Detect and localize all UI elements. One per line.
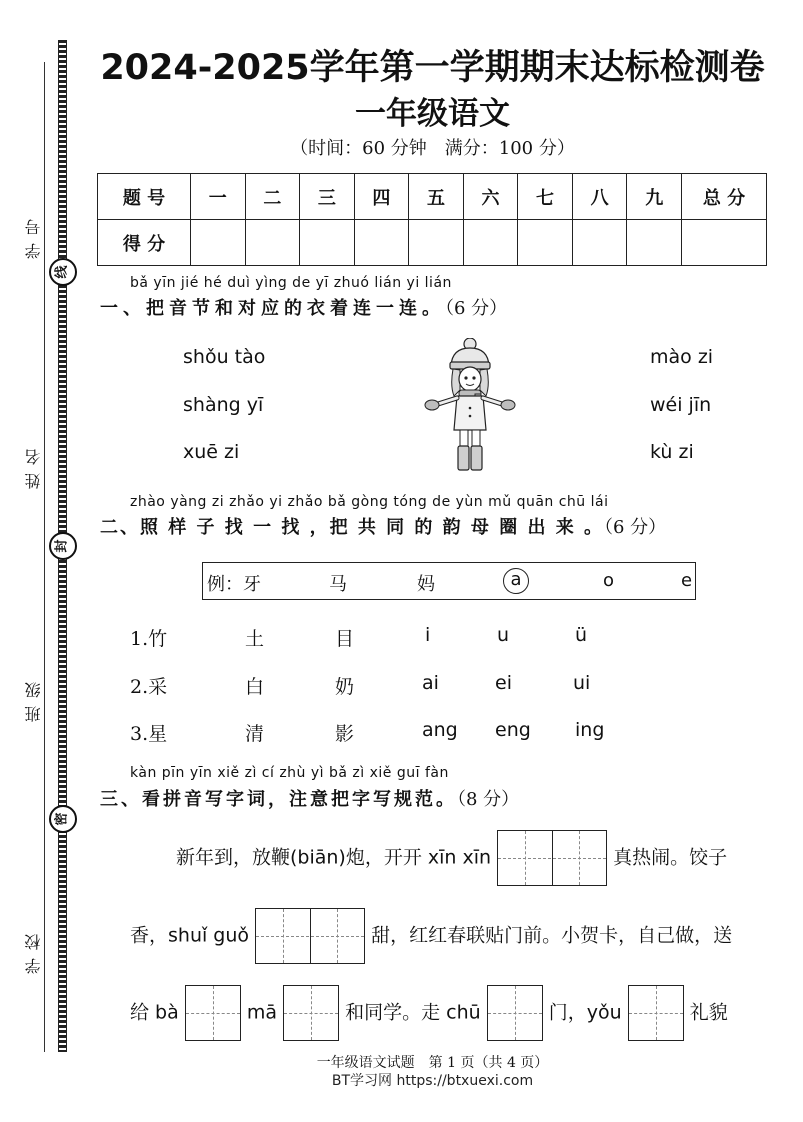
q2-pinyin: zhào yàng zi zhǎo yi zhǎo bǎ gòng tóng de yùn mǔ quān chū lái (130, 494, 609, 510)
q2-row3-option[interactable]: eng (495, 719, 531, 741)
q2-row1-option[interactable]: i (425, 624, 431, 646)
score-header-cell: 四 (354, 174, 409, 220)
q3-text-segment: 门，yǒu (548, 1001, 622, 1024)
q3-heading (100, 785, 519, 811)
score-header-cell: 三 (300, 174, 355, 220)
score-cell[interactable] (572, 220, 627, 266)
class-label: 班级 (24, 674, 43, 722)
q3-writing-grid-ma[interactable] (283, 985, 339, 1041)
score-table (97, 173, 767, 266)
q2-row3-item: 影 (335, 723, 355, 745)
score-header-cell: 八 (572, 174, 627, 220)
score-cell[interactable] (518, 220, 573, 266)
q1-text: 一、把音节和对应的衣着连一连。 (100, 298, 445, 319)
page-footer: 一年级语文试题 第 1 页（共 4 页） (316, 1055, 549, 1071)
q1-left-item[interactable]: xuē zi (183, 441, 240, 463)
q2-row2-option[interactable]: ui (573, 672, 591, 694)
score-cell[interactable] (463, 220, 518, 266)
q3-line-3 (130, 985, 728, 1041)
score-row-label: 得 分 (98, 220, 191, 266)
q2-row1-item: 目 (335, 628, 355, 650)
q3-writing-grid-you[interactable] (628, 985, 684, 1041)
score-cell[interactable] (682, 220, 767, 266)
q2-text: 二、照 样 子 找 一 找 ，把 共 同 的 韵 母 圈 出 来 。 (100, 517, 604, 538)
score-header-cell: 二 (245, 174, 300, 220)
q2-row3-option[interactable]: ing (575, 719, 605, 741)
q3-line-2 (130, 908, 732, 964)
score-header-cell: 五 (409, 174, 464, 220)
q3-text-segment: 礼貌 (689, 1001, 728, 1024)
q2-heading (100, 513, 666, 539)
exam-subtitle: 一年级语文 (355, 96, 510, 132)
score-cell[interactable] (300, 220, 355, 266)
q1-left-item[interactable]: shǒu tào (183, 346, 266, 368)
q2-row3-item: 3.星 (130, 723, 168, 745)
girl-in-winter-clothes-illustration (420, 338, 520, 473)
q3-writing-grid-xinxin[interactable] (497, 830, 607, 886)
score-header-cell: 七 (518, 174, 573, 220)
q2-row1-item: 1.竹 (130, 628, 168, 650)
score-cell[interactable] (409, 220, 464, 266)
score-header-cell: 六 (463, 174, 518, 220)
q3-points: （8 分） (457, 789, 520, 810)
score-table-header-row (98, 174, 767, 220)
q3-text-segment: 甜，红红春联贴门前。小贺卡，自己做，送 (371, 924, 733, 947)
q2-example-vowel: o (603, 570, 615, 591)
q2-example-circled (503, 568, 529, 594)
score-header-cell: 总 分 (682, 174, 767, 220)
q2-row2-item: 奶 (335, 676, 355, 698)
q3-pinyin: kàn pīn yīn xiě zì cí zhù yì bǎ zì xiě guī fàn (130, 765, 449, 781)
q1-right-item[interactable]: mào zi (650, 346, 714, 368)
q1-right-item[interactable]: kù zi (650, 441, 694, 463)
q1-heading (100, 294, 507, 320)
score-header-cell: 一 (191, 174, 246, 220)
q2-example-vowel: e (681, 570, 693, 591)
q3-text-segment: 给 bà (130, 1001, 179, 1024)
q3-text-segment: 和同学。走 chū (345, 1001, 481, 1024)
q2-row3-option[interactable]: ang (422, 719, 458, 741)
q3-text-segment: 新年到，放鞭(biān)炮，开开 xīn xīn (176, 846, 492, 869)
q1-pinyin: bǎ yīn jié hé duì yìng de yī zhuó lián yi lián (130, 275, 452, 291)
q3-writing-grid-shuiguo[interactable] (255, 908, 365, 964)
seal-line: 线 (49, 258, 77, 286)
q2-example-char: 妈 (417, 574, 435, 595)
q2-row2-item: 白 (245, 676, 265, 698)
school-label: 学校 (24, 926, 43, 974)
q3-line-1 (176, 830, 727, 886)
q2-row2-option[interactable]: ei (495, 672, 512, 694)
q2-row1-option[interactable]: u (497, 624, 510, 646)
seal-secret: 密 (49, 805, 77, 833)
q1-left-item[interactable]: shàng yī (183, 394, 264, 416)
score-table-score-row (98, 220, 767, 266)
q2-example-char: 马 (329, 574, 347, 595)
exam-title: 2024-2025学年第一学期期末达标检测卷 (100, 48, 765, 88)
q2-points: （6 分） (604, 517, 667, 538)
score-cell[interactable] (245, 220, 300, 266)
exam-meta: （时间：60 分钟 满分：100 分） (290, 138, 575, 159)
name-label: 姓名 (24, 441, 43, 489)
q2-example-circle: a (503, 568, 529, 594)
q3-writing-grid-ba[interactable] (185, 985, 241, 1041)
q3-writing-grid-chu[interactable] (487, 985, 543, 1041)
score-cell[interactable] (627, 220, 682, 266)
q2-example-label: 例：牙 (207, 574, 261, 595)
student-no-label: 学号 (24, 211, 43, 259)
q2-row1-option[interactable]: ü (575, 624, 588, 646)
q3-text-segment: 真热闹。饺子 (613, 846, 728, 869)
q2-row2-item: 2.采 (130, 676, 168, 698)
q3-text-segment: 香，shuǐ guǒ (130, 924, 250, 947)
q1-right-item[interactable]: wéi jīn (650, 394, 712, 416)
score-header-cell: 题 号 (98, 174, 191, 220)
score-cell[interactable] (191, 220, 246, 266)
q2-row3-item: 清 (245, 723, 265, 745)
q2-example-box (202, 562, 696, 600)
q3-text-segment: mā (246, 1001, 277, 1024)
q2-row1-item: 土 (245, 628, 265, 650)
seal-seal: 封 (49, 532, 77, 560)
site-watermark: BT学习网 https://btxuexi.com (331, 1073, 534, 1089)
score-header-cell: 九 (627, 174, 682, 220)
score-cell[interactable] (354, 220, 409, 266)
q2-row2-option[interactable]: ai (422, 672, 439, 694)
q3-text: 三、看拼音写字词，注意把字写规范。 (100, 789, 457, 810)
q1-points: （6 分） (445, 298, 508, 319)
